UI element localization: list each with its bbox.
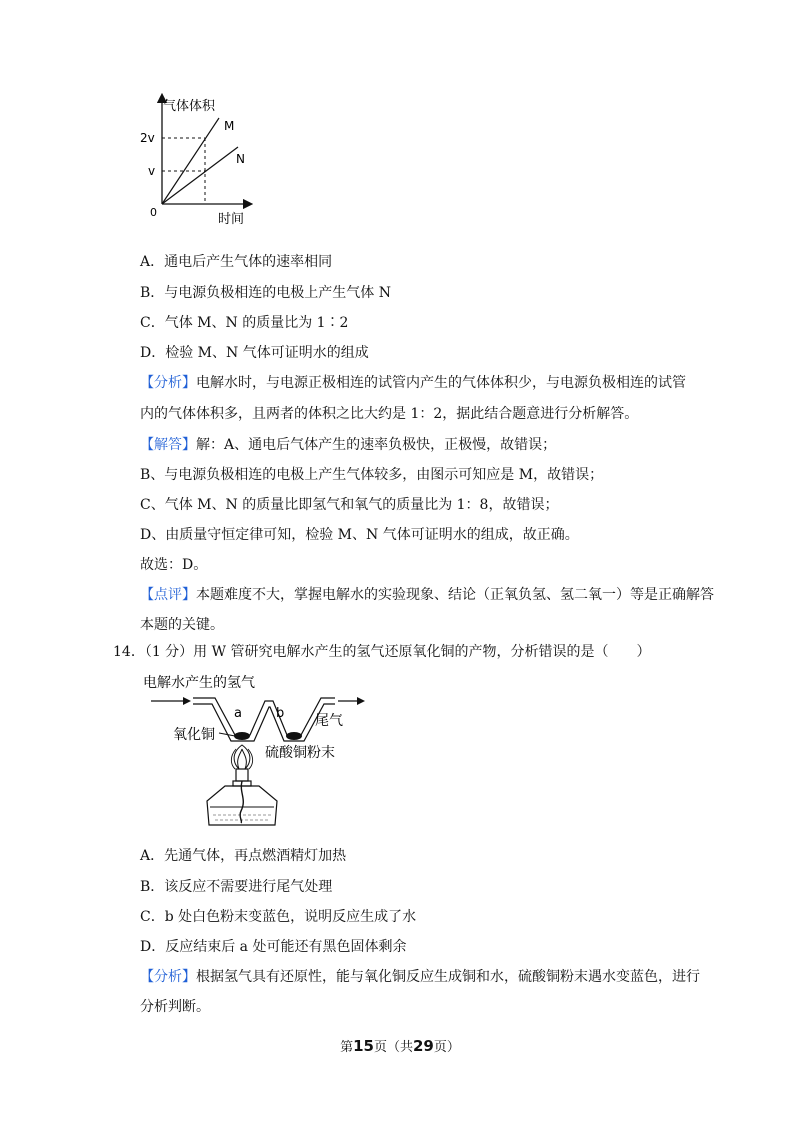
q13-comment-line-2: 本题的关键。 <box>140 617 224 633</box>
label-b: b <box>276 706 285 721</box>
answer-text: 解：A、通电后气体产生的速率负极快，正极慢，故错误； <box>196 437 557 453</box>
line-m-label: M <box>224 119 235 133</box>
copper-oxide-powder <box>234 732 250 740</box>
label-a: a <box>234 706 242 721</box>
q13-answer-line-2: B、与电源负极相连的电极上产生气体较多，由图示可知应是 M，故错误； <box>140 467 604 483</box>
tick-v: v <box>148 164 156 178</box>
origin-label: 0 <box>150 206 157 219</box>
q13-answer-line-3: C、气体 M、N 的质量比即氢气和氧气的质量比为 1：8，故错误； <box>140 497 559 513</box>
tail-gas-label: 尾气 <box>315 713 343 729</box>
q14-option-b: B．该反应不需要进行尾气处理 <box>140 879 333 895</box>
y-axis-label: 气体体积 <box>163 99 216 114</box>
comment-tag: 【点评】 <box>140 587 196 603</box>
analysis-text: 根据氢气具有还原性，能与氧化铜反应生成铜和水，硫酸铜粉末遇水变蓝色，进行 <box>196 969 700 985</box>
flame <box>234 745 250 769</box>
q13-option-d: D．检验 M、N 气体可证明水的组成 <box>140 345 369 361</box>
line-m <box>162 118 219 204</box>
footer-middle: 页（共 <box>373 1040 413 1055</box>
x-axis-label: 时间 <box>218 212 245 227</box>
q13-analysis-line-2: 内的气体体积多，且两者的体积之比大约是 1：2，据此结合题意进行分析解答。 <box>140 406 639 422</box>
cuo-label: 氧化铜 <box>173 727 215 743</box>
q13-analysis-line-1 <box>140 373 686 393</box>
total-page-count: 29 <box>413 1037 434 1055</box>
comment-text: 本题难度不大，掌握电解水的实验现象、结论（正氧负氢、氢二氧一）等是正确解答 <box>196 587 714 603</box>
q14-stem: 14．（1 分）用 W 管研究电解水产生的氢气还原氧化铜的产物，分析错误的是（ ） <box>113 644 651 660</box>
q13-answer-line-4: D、由质量守恒定律可知，检验 M、N 气体可证明水的组成，故正确。 <box>140 527 579 543</box>
line-n <box>162 147 238 204</box>
footer-suffix: 页） <box>433 1040 460 1055</box>
answer-tag: 【解答】 <box>140 437 196 453</box>
q13-option-b: B．与电源负极相连的电极上产生气体 N <box>140 285 391 301</box>
gas-volume-graph <box>130 90 270 230</box>
q14-analysis-line-1 <box>140 967 700 987</box>
q14-option-a: A．先通气体，再点燃酒精灯加热 <box>140 848 347 864</box>
q14-option-d: D．反应结束后 a 处可能还有黑色固体剩余 <box>140 939 407 955</box>
tick-2v: 2v <box>140 131 155 145</box>
page-footer <box>0 1036 800 1055</box>
current-page-number: 15 <box>353 1037 374 1055</box>
hydrogen-label: 电解水产生的氢气 <box>143 675 255 691</box>
q13-answer-line-5: 故选：D。 <box>140 557 208 573</box>
analysis-text: 电解水时，与电源正极相连的试管内产生的气体体积少，与电源负极相连的试管 <box>196 375 686 391</box>
w-tube-apparatus <box>135 665 385 830</box>
cuso4-label: 硫酸铜粉末 <box>265 745 335 761</box>
line-n-label: N <box>236 152 245 166</box>
q13-answer-line-1 <box>140 435 556 455</box>
analysis-tag: 【分析】 <box>140 375 196 391</box>
analysis-tag: 【分析】 <box>140 969 196 985</box>
q13-option-c: C．气体 M、N 的质量比为 1∶2 <box>140 315 349 331</box>
copper-sulfate-powder <box>286 732 302 740</box>
q14-option-c: C．b 处白色粉末变蓝色，说明反应生成了水 <box>140 909 417 925</box>
q13-comment-line-1 <box>140 585 714 605</box>
q13-option-a: A．通电后产生气体的速率相同 <box>140 254 333 270</box>
footer-prefix: 第 <box>340 1040 354 1055</box>
q14-analysis-line-2: 分析判断。 <box>140 999 210 1015</box>
